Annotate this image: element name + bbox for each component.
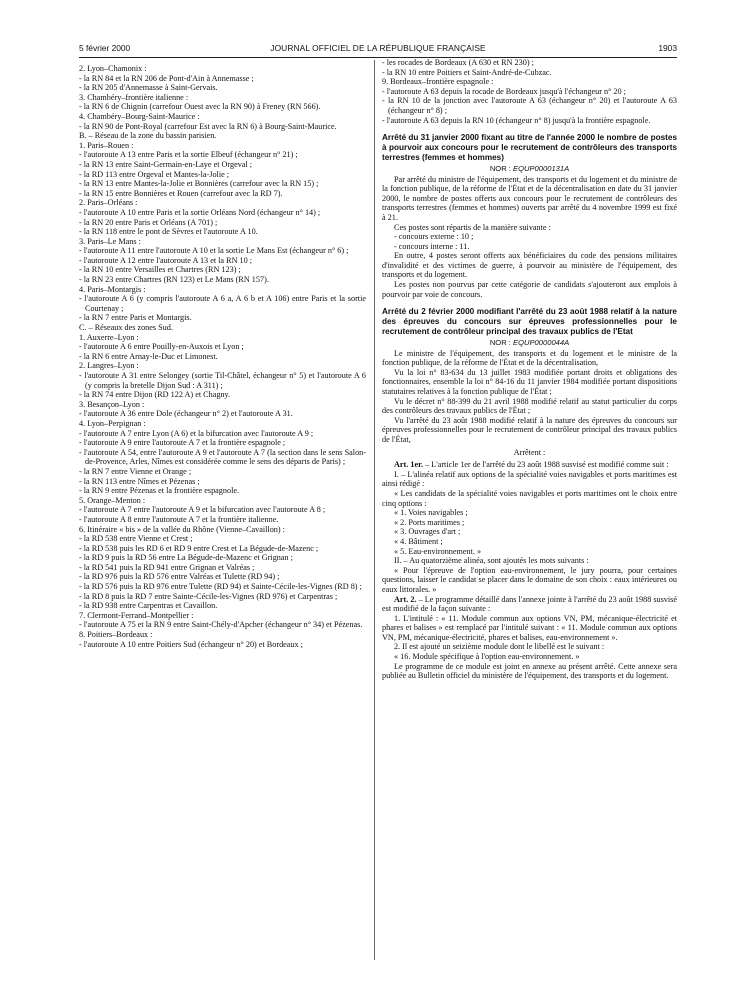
- text-line: B. – Réseau de la zone du bassin parisien.: [79, 131, 217, 141]
- text-line: - la RN 20 entre Paris et Orléans (A 701) ;: [79, 217, 218, 227]
- text-line: - la RD 538 entre Vienne et Crest ;: [79, 534, 193, 544]
- text-line: - la RN 118 entre le pont de Sèvres et l'autoroute A 10.: [79, 227, 258, 237]
- text-line: - l'autoroute A 11 entre l'autoroute A 10 et la sortie Le Mans Est (échangeur n° 6) ;: [79, 246, 349, 256]
- text-line: - l'autoroute A 10 entre Poitiers Sud (échangeur n° 20) et Bordeaux ;: [79, 639, 303, 649]
- text-line: - la RN 10 de la jonction avec l'autoroute A 63 (échangeur n° 20) et l'autoroute A 63 (échangeur n° 8) ;: [382, 96, 677, 115]
- nor-line: [382, 163, 677, 175]
- text-line: - la RN 7 entre Paris et Montargis.: [79, 313, 192, 323]
- text-line: 9. Bordeaux–frontière espagnole :: [382, 77, 494, 87]
- text-line: 6. Itinéraire « bis » de la vallée du Rhône (Vienne–Cavaillon) :: [79, 524, 285, 534]
- text-line: II. – Au quatorzième alinéa, sont ajoutés les mots suivants :: [394, 556, 589, 566]
- text-line: 4. Chambéry–Bourg-Saint-Maurice :: [79, 111, 200, 121]
- article-text: – Le programme détaillé dans l'annexe jointe à l'arrêté du 23 août 1988 susvisé est modifié de la façon suivante :: [382, 594, 677, 614]
- text-line: - la RN 6 de Chignin (carrefour Ouest avec la RN 90) à Freney (RN 566).: [79, 102, 321, 112]
- nor-code: EQUP0000131A: [513, 163, 570, 173]
- text-line: 1. L'intitulé : « 11. Module commun aux options VN, PM, mécanique-électricité et phares et balises » est remplacé par l'intitulé suivant : « 11. Module commun aux options VN, PM, mécanique-électricité, phares et balises, eau-environnement ».: [382, 613, 677, 642]
- text-line: « 1. Voies navigables ;: [394, 508, 468, 518]
- text-line: - l'autoroute A 7 entre l'autoroute A 9 et la bifurcation avec l'autoroute A 8 ;: [79, 505, 326, 515]
- text-line: 5. Orange–Menton :: [79, 495, 146, 505]
- text-line: 2. Il est ajouté un seizième module dont le libellé est le suivant :: [394, 642, 605, 652]
- text-line: - la RD 576 puis la RD 976 entre Tulette (RD 94) et Sainte-Cécile-les-Vignes (RD 8) ;: [79, 582, 362, 592]
- text-line: Vu l'arrêté du 23 août 1988 modifié relatif à la nature des épreuves du concours sur épreuves professionnelles pour le recrutement de contrôleur principal des travaux publics de l'État,: [382, 415, 677, 444]
- text-line: Les postes non pourvus par cette catégorie de candidats s'ajouteront aux emplois à pourvoir par voie de concours.: [382, 280, 677, 299]
- text-line: - la RN 10 entre Versailles et Chartres (RN 123) ;: [79, 265, 241, 275]
- text-line: - la RN 9 entre Pézenas et la frontière espagnole.: [79, 486, 240, 496]
- nor-code: EQUP0000044A: [513, 337, 570, 347]
- text-line: 8. Poitiers–Bordeaux :: [79, 630, 153, 640]
- page-header: [79, 43, 677, 55]
- text-line: - la RN 13 entre Saint-Germain-en-Laye et Orgeval ;: [79, 159, 253, 169]
- text-line: « 4. Bâtiment ;: [394, 536, 443, 546]
- nor-label: NOR :: [489, 163, 514, 173]
- text-line: - concours externe : 10 ;: [394, 232, 474, 242]
- text-line: - la RN 13 entre Mantes-la-Jolie et Bonnières (carrefour avec la RN 15) ;: [79, 179, 319, 189]
- text-line: 2. Paris–Orléans :: [79, 198, 138, 208]
- journal-title: JOURNAL OFFICIEL DE LA RÉPUBLIQUE FRANÇAISE: [270, 43, 486, 53]
- text-line: - la RN 205 d'Annemasse à Saint-Gervais.: [79, 83, 218, 93]
- text-line: - la RD 538 puis les RD 6 et RD 9 entre Crest et La Bégude-de-Mazenc ;: [79, 543, 319, 553]
- text-line: - la RD 113 entre Orgeval et Mantes-la-Jolie ;: [79, 169, 230, 179]
- text-line: 1. Auxerre–Lyon :: [79, 332, 139, 342]
- text-line: 4. Paris–Montargis :: [79, 284, 146, 294]
- text-line: Le programme de ce module est joint en annexe au présent arrêté. Cette annexe sera publiée au Bulletin officiel du ministère de l'équipement, des transports et du logement.: [382, 661, 677, 681]
- text-line: 4. Lyon–Perpignan :: [79, 418, 146, 428]
- text-line: 3. Besançon–Lyon :: [79, 399, 145, 409]
- text-line: - l'autoroute A 75 et la RN 9 entre Saint-Chély-d'Apcher (échangeur n° 34) et Pézenas.: [79, 620, 363, 630]
- arrete-title: Arrêté du 2 février 2000 modifiant l'arrêté du 23 août 1988 relatif à la nature des épreuves du concours sur épreuves professionnelles pour le recrutement de contrôleur principal des travaux publics de l'Etat: [382, 307, 677, 336]
- text-line: - la RN 74 entre Dijon (RD 122 A) et Chagny.: [79, 390, 231, 400]
- text-line: Vu le décret n° 88-399 du 21 avril 1988 modifié relatif au statut particulier du corps des contrôleurs des travaux publics de l'État ;: [382, 396, 677, 416]
- text-line: - la RN 10 entre Poitiers et Saint-André-de-Cubzac.: [382, 67, 552, 77]
- article-2: [382, 595, 677, 614]
- text-line: - la RD 938 entre Carpentras et Cavaillon.: [79, 601, 218, 611]
- text-line: - la RN 84 et la RN 206 de Pont-d'Ain à Annemasse ;: [79, 73, 254, 83]
- text-line: I. – L'alinéa relatif aux options de la spécialité voies navigables et ports maritimes est ainsi rédigé :: [382, 469, 677, 489]
- text-line: Le ministre de l'équipement, des transports et du logement et le ministre de la fonction publique, de la réforme de l'État et de la décentralisation,: [382, 348, 677, 368]
- text-line: Par arrêté du ministre de l'équipement, des transports et du logement et du ministre de la fonction publique, de la réforme de l'État et de la décentralisation en date du 31 janvier 2000, le nombre de postes offerts aux concours pour le recrutement de contrôleurs des transports terrestres (femmes et hommes) ouverts par arrêté du 4 novembre 1999 est fixé à 21.: [382, 174, 677, 222]
- left-column: [79, 64, 366, 649]
- nor-line: [382, 337, 677, 349]
- text-line: - la RN 15 entre Bonnières et Rouen (carrefour avec la RD 7).: [79, 188, 283, 198]
- text-line: 2. Lyon–Chamonix :: [79, 64, 147, 73]
- text-line: - l'autoroute A 6 (y compris l'autoroute A 6 a, A 6 b et A 106) entre Paris et la sortie Courtenay ;: [79, 294, 366, 313]
- text-line: - l'autoroute A 12 entre l'autoroute A 13 et la RN 10 ;: [79, 255, 253, 265]
- text-line: - l'autoroute A 63 depuis la RN 10 (échangeur n° 8) jusqu'à la frontière espagnole.: [382, 115, 651, 125]
- text-line: C. – Réseaux des zones Sud.: [79, 323, 173, 333]
- text-line: « 16. Module spécifique à l'option eau-environnement. »: [394, 652, 580, 662]
- text-line: - l'autoroute A 10 entre Paris et la sortie Orléans Nord (échangeur n° 14) ;: [79, 207, 321, 217]
- text-line: - l'autoroute A 8 entre l'autoroute A 7 et la frontière italienne.: [79, 514, 279, 524]
- text-line: 3. Paris–Le Mans :: [79, 236, 141, 246]
- text-line: - l'autoroute A 6 entre Pouilly-en-Auxois et Lyon ;: [79, 342, 244, 352]
- text-line: « 2. Ports maritimes ;: [394, 517, 465, 527]
- article-text: – L'article 1er de l'arrêté du 23 août 1988 susvisé est modifié comme suit :: [423, 460, 669, 470]
- text-line: - la RN 7 entre Vienne et Orange ;: [79, 466, 192, 476]
- text-line: - la RD 9 puis la RD 56 entre La Bégude-de-Mazenc et Grignan ;: [79, 553, 293, 563]
- arrete-2-fevrier: [382, 307, 677, 681]
- text-line: - la RN 90 de Pont-Royal (carrefour Est avec la RN 6) à Bourg-Saint-Maurice.: [79, 121, 337, 131]
- text-line: « Les candidats de la spécialité voies navigables et ports maritimes ont le choix entre cinq options :: [382, 488, 677, 508]
- nor-label: NOR :: [489, 337, 514, 347]
- article-label: Art. 1er.: [394, 460, 424, 470]
- text-line: - concours interne : 11.: [394, 241, 470, 251]
- text-line: - la RN 23 entre Chartres (RN 123) et Le Mans (RN 157).: [79, 275, 269, 285]
- arrete-31-janvier: [382, 133, 677, 299]
- arrete-title: Arrêté du 31 janvier 2000 fixant au titre de l'année 2000 le nombre de postes à pourvoir aux concours pour le recrutement de contrôleurs des transports terrestres (femmes et hommes): [382, 133, 677, 162]
- text-line: - la RD 541 puis la RD 941 entre Grignan et Valréas ;: [79, 562, 255, 572]
- text-line: 3. Chambéry–frontière italienne :: [79, 92, 189, 102]
- text-line: - la RD 8 puis la RD 7 entre Sainte-Cécile-les-Vignes (RD 976) et Carpentras ;: [79, 591, 338, 601]
- arretent-line: Arrêtent :: [513, 447, 546, 457]
- text-line: - l'autoroute A 63 depuis la rocade de Bordeaux jusqu'à l'échangeur n° 20 ;: [382, 86, 626, 96]
- article-2-body: [382, 614, 677, 681]
- text-line: - l'autoroute A 54, entre l'autoroute A 9 et l'autoroute A 7 (la section dans le sens Salon-de-Provence, Arles, Nîmes est considérée comme le sens des départs de Paris) ;: [79, 447, 366, 467]
- text-line: - l'autoroute A 9 entre l'autoroute A 7 et la frontière espagnole ;: [79, 438, 286, 448]
- text-line: 1. Paris–Rouen :: [79, 140, 134, 150]
- text-line: - l'autoroute A 31 entre Selongey (sortie Til-Châtel, échangeur n° 5) et l'autoroute A 6 (y compris la bretelle Dijon Sud : A 311) ;: [79, 371, 366, 390]
- arrete-visas: [382, 349, 677, 445]
- article-1-body: [382, 470, 677, 595]
- arrete-body: [382, 175, 677, 300]
- header-date: 5 février 2000: [79, 43, 131, 53]
- route-list-continued: [382, 58, 677, 125]
- right-column: [382, 58, 677, 681]
- page-number: 1903: [658, 43, 677, 53]
- text-line: Vu la loi n° 83-634 du 13 juillet 1983 modifiée portant droits et obligations des fonctionnaires, ensemble la loi n° 84-16 du 11 janvier 1984 modifiée portant dispositions statutaires relatives à la fonction publique de l'État ;: [382, 367, 677, 397]
- text-line: - l'autoroute A 36 entre Dole (échangeur n° 2) et l'autoroute A 31.: [79, 409, 293, 419]
- text-line: « Pour l'épreuve de l'option eau-environnement, le jury pourra, pour certaines questions, laisser le candidat se placer dans le domaine de son choix : eaux intérieures ou eaux littorales. »: [382, 565, 677, 594]
- text-line: - l'autoroute A 13 entre Paris et la sortie Elbeuf (échangeur n° 21) ;: [79, 150, 298, 160]
- text-line: « 5. Eau-environnement. »: [394, 546, 482, 556]
- column-divider: [374, 60, 375, 960]
- article-label: Art. 2.: [394, 594, 417, 604]
- text-line: 2. Langres–Lyon :: [79, 361, 139, 371]
- text-line: Ces postes sont répartis de la manière suivante :: [394, 222, 551, 232]
- text-line: - la RN 6 entre Arnay-le-Duc et Limonest.: [79, 351, 218, 361]
- text-line: 7. Clermont-Ferrand–Montpellier :: [79, 610, 194, 620]
- text-line: - l'autoroute A 7 entre Lyon (A 6) et la bifurcation avec l'autoroute A 9 ;: [79, 428, 314, 438]
- text-line: « 3. Ouvrages d'art ;: [394, 527, 461, 537]
- text-line: - la RD 976 puis la RD 576 entre Valréas et Tulette (RD 94) ;: [79, 572, 280, 582]
- text-line: - la RN 113 entre Nîmes et Pézenas ;: [79, 476, 200, 486]
- text-line: En outre, 4 postes seront offerts aux bénéficiaires du code des pensions militaires d'invalidité et des victimes de guerre, à pourvoir au ministère de l'équipement, des transports et du logement.: [382, 251, 677, 280]
- text-line: - les rocades de Bordeaux (A 630 et RN 230) ;: [382, 58, 534, 67]
- article-1: [382, 460, 677, 470]
